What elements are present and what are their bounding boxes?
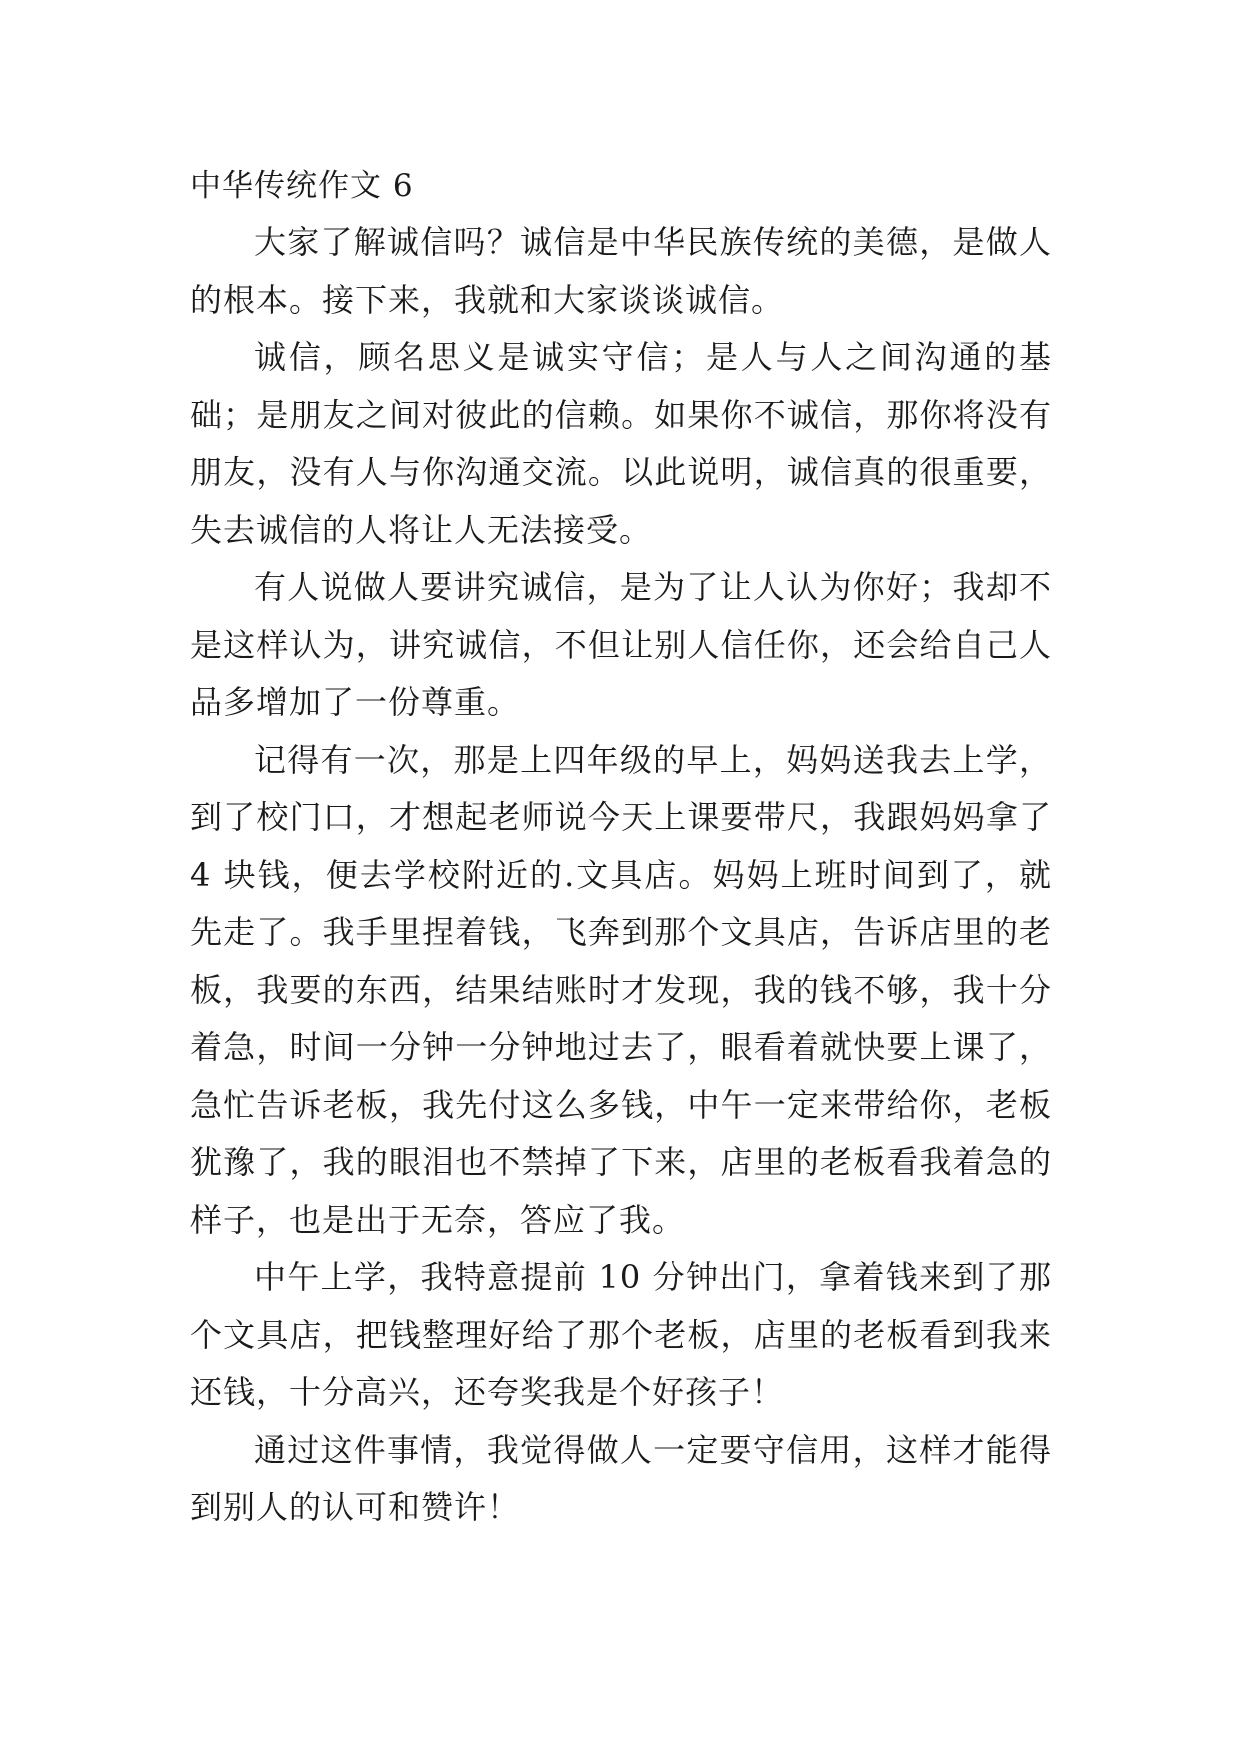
paragraph-return-money: 中午上学，我特意提前 10 分钟出门，拿着钱来到了那个文具店，把钱整理好给了那个老板，店里的老板看到我来还钱，十分高兴，还夸奖我是个好孩子！ [190,1258,1052,1411]
paragraph-opinion: 有人说做人要讲究诚信，是为了让人认为你好；我却不是这样认为，讲究诚信，不但让别人信任你，还会给自己人品多增加了一份尊重。 [190,568,1052,721]
paragraph-conclusion: 通过这件事情，我觉得做人一定要守信用，这样才能得到别人的认可和赞许！ [190,1430,1052,1526]
paragraph-story: 记得有一次，那是上四年级的早上，妈妈送我去上学，到了校门口，才想起老师说今天上课要带尺，我跟妈妈拿了 4 块钱，便去学校附近的.文具店。妈妈上班时间到了，就先走了。我手里捏着钱，飞奔到那个文具店，告诉店里的老板，我要的东西，结果结账时才发现，我的钱不够，我十分着急，时间一分钟一分钟地过去了，眼看着就快要上课了，急忙告诉老板，我先付这么多钱，中午一定来带给你，老板犹豫了，我的眼泪也不禁掉了下来，店里的老板看我着急的样子，也是出于无奈，答应了我。 [190,740,1052,1239]
paragraph-definition: 诚信，顾名思义是诚实守信；是人与人之间沟通的基础；是朋友之间对彼此的信赖。如果你不诚信，那你将没有朋友，没有人与你沟通交流。以此说明，诚信真的很重要，失去诚信的人将让人无法接受。 [190,338,1052,549]
paragraph-intro: 大家了解诚信吗？诚信是中华民族传统的美德，是做人的根本。接下来，我就和大家谈谈诚信。 [190,223,1052,319]
document-body [190,158,1052,1537]
document-title: 中华传统作文 6 [190,168,414,204]
